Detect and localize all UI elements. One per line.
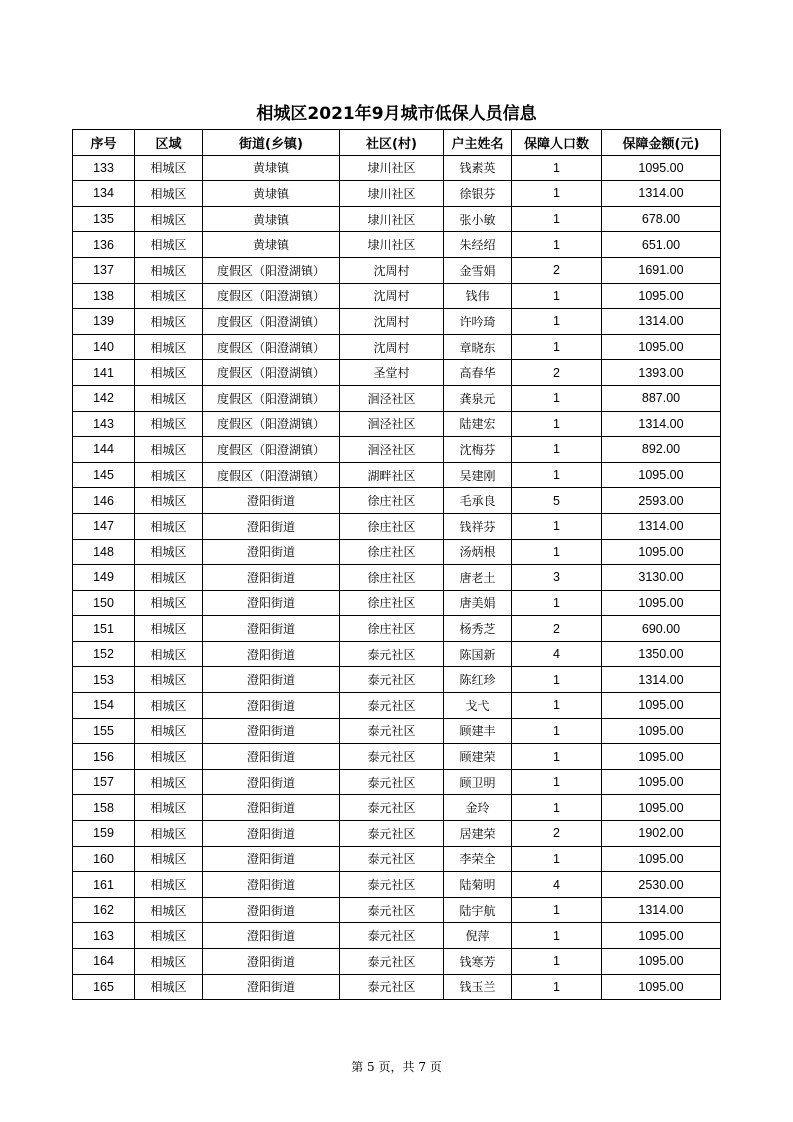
cell-street: 度假区（阳澄湖镇） <box>203 283 340 309</box>
cell-householder: 毛承良 <box>444 488 512 514</box>
cell-street: 度假区（阳澄湖镇） <box>203 309 340 335</box>
cell-street: 度假区（阳澄湖镇） <box>203 334 340 360</box>
cell-community: 徐庄社区 <box>340 565 444 591</box>
page-title: 相城区2021年9月城市低保人员信息 <box>256 104 537 124</box>
table-row <box>73 974 721 1000</box>
cell-persons: 1 <box>512 539 602 565</box>
cell-street: 度假区（阳澄湖镇） <box>203 360 340 386</box>
col-header-persons: 保障人口数 <box>512 130 602 156</box>
cell-householder: 戈弋 <box>444 693 512 719</box>
cell-community: 徐庄社区 <box>340 590 444 616</box>
cell-persons: 1 <box>512 411 602 437</box>
cell-amount: 1095.00 <box>602 539 721 565</box>
cell-persons: 1 <box>512 437 602 463</box>
cell-amount: 1350.00 <box>602 641 721 667</box>
cell-district: 相城区 <box>135 334 203 360</box>
cell-district: 相城区 <box>135 360 203 386</box>
cell-householder: 吴建刚 <box>444 462 512 488</box>
cell-community: 泰元社区 <box>340 897 444 923</box>
table-row <box>73 334 721 360</box>
cell-index: 160 <box>73 846 135 872</box>
table-row <box>73 411 721 437</box>
cell-persons: 2 <box>512 257 602 283</box>
cell-amount: 2593.00 <box>602 488 721 514</box>
cell-street: 澄阳街道 <box>203 923 340 949</box>
cell-district: 相城区 <box>135 821 203 847</box>
table-row <box>73 539 721 565</box>
cell-street: 度假区（阳澄湖镇） <box>203 411 340 437</box>
cell-district: 相城区 <box>135 923 203 949</box>
cell-district: 相城区 <box>135 616 203 642</box>
cell-amount: 1095.00 <box>602 718 721 744</box>
cell-community: 埭川社区 <box>340 155 444 181</box>
table-row <box>73 949 721 975</box>
cell-amount: 1095.00 <box>602 462 721 488</box>
cell-community: 洄泾社区 <box>340 437 444 463</box>
col-header-index: 序号 <box>73 130 135 156</box>
table-row <box>73 283 721 309</box>
cell-index: 134 <box>73 181 135 207</box>
table-row <box>73 693 721 719</box>
cell-community: 圣堂村 <box>340 360 444 386</box>
table-row <box>73 795 721 821</box>
cell-householder: 李荣全 <box>444 846 512 872</box>
cell-persons: 1 <box>512 283 602 309</box>
table-row <box>73 769 721 795</box>
page-footer: 第 5 页，共 7 页 <box>351 1060 442 1074</box>
cell-index: 149 <box>73 565 135 591</box>
cell-householder: 钱伟 <box>444 283 512 309</box>
cell-persons: 1 <box>512 590 602 616</box>
cell-community: 泰元社区 <box>340 718 444 744</box>
cell-community: 徐庄社区 <box>340 513 444 539</box>
cell-district: 相城区 <box>135 846 203 872</box>
cell-index: 136 <box>73 232 135 258</box>
cell-amount: 1095.00 <box>602 693 721 719</box>
cell-district: 相城区 <box>135 232 203 258</box>
cell-community: 沈周村 <box>340 257 444 283</box>
cell-amount: 651.00 <box>602 232 721 258</box>
data-table <box>72 129 721 1000</box>
cell-persons: 1 <box>512 974 602 1000</box>
table-row <box>73 667 721 693</box>
cell-householder: 陈国新 <box>444 641 512 667</box>
table-row <box>73 565 721 591</box>
cell-street: 澄阳街道 <box>203 821 340 847</box>
cell-amount: 1314.00 <box>602 411 721 437</box>
cell-index: 163 <box>73 923 135 949</box>
cell-street: 度假区（阳澄湖镇） <box>203 437 340 463</box>
cell-householder: 陆菊明 <box>444 872 512 898</box>
col-header-amount: 保障金额(元) <box>602 130 721 156</box>
cell-amount: 1095.00 <box>602 795 721 821</box>
cell-persons: 5 <box>512 488 602 514</box>
cell-index: 141 <box>73 360 135 386</box>
cell-householder: 杨秀芝 <box>444 616 512 642</box>
cell-persons: 1 <box>512 206 602 232</box>
cell-householder: 龚泉元 <box>444 385 512 411</box>
cell-householder: 陈红珍 <box>444 667 512 693</box>
cell-street: 澄阳街道 <box>203 795 340 821</box>
cell-district: 相城区 <box>135 641 203 667</box>
cell-amount: 1393.00 <box>602 360 721 386</box>
table-row <box>73 513 721 539</box>
cell-householder: 高春华 <box>444 360 512 386</box>
cell-householder: 沈梅芬 <box>444 437 512 463</box>
cell-index: 146 <box>73 488 135 514</box>
cell-persons: 4 <box>512 872 602 898</box>
cell-householder: 顾卫明 <box>444 769 512 795</box>
table-row <box>73 641 721 667</box>
cell-persons: 1 <box>512 795 602 821</box>
cell-community: 泰元社区 <box>340 769 444 795</box>
cell-street: 澄阳街道 <box>203 590 340 616</box>
cell-street: 澄阳街道 <box>203 744 340 770</box>
cell-street: 澄阳街道 <box>203 488 340 514</box>
cell-persons: 2 <box>512 360 602 386</box>
cell-index: 157 <box>73 769 135 795</box>
col-header-community: 社区(村) <box>340 130 444 156</box>
cell-persons: 1 <box>512 513 602 539</box>
cell-index: 152 <box>73 641 135 667</box>
cell-district: 相城区 <box>135 283 203 309</box>
cell-householder: 金雪娟 <box>444 257 512 283</box>
cell-street: 黄埭镇 <box>203 155 340 181</box>
cell-district: 相城区 <box>135 462 203 488</box>
cell-householder: 唐美娟 <box>444 590 512 616</box>
cell-index: 144 <box>73 437 135 463</box>
table-row <box>73 385 721 411</box>
cell-amount: 3130.00 <box>602 565 721 591</box>
cell-amount: 1095.00 <box>602 590 721 616</box>
table-row <box>73 821 721 847</box>
cell-street: 澄阳街道 <box>203 693 340 719</box>
cell-persons: 1 <box>512 385 602 411</box>
cell-index: 155 <box>73 718 135 744</box>
cell-index: 147 <box>73 513 135 539</box>
col-header-householder: 户主姓名 <box>444 130 512 156</box>
cell-street: 澄阳街道 <box>203 897 340 923</box>
cell-persons: 4 <box>512 641 602 667</box>
cell-index: 154 <box>73 693 135 719</box>
cell-persons: 1 <box>512 923 602 949</box>
cell-index: 143 <box>73 411 135 437</box>
cell-street: 澄阳街道 <box>203 539 340 565</box>
cell-district: 相城区 <box>135 411 203 437</box>
cell-householder: 唐老土 <box>444 565 512 591</box>
table-row <box>73 897 721 923</box>
cell-community: 泰元社区 <box>340 667 444 693</box>
cell-persons: 1 <box>512 667 602 693</box>
cell-index: 145 <box>73 462 135 488</box>
cell-persons: 1 <box>512 718 602 744</box>
col-header-district: 区域 <box>135 130 203 156</box>
cell-amount: 887.00 <box>602 385 721 411</box>
table-row <box>73 462 721 488</box>
cell-community: 埭川社区 <box>340 181 444 207</box>
cell-amount: 1095.00 <box>602 846 721 872</box>
cell-persons: 1 <box>512 846 602 872</box>
cell-district: 相城区 <box>135 206 203 232</box>
cell-persons: 1 <box>512 309 602 335</box>
cell-amount: 1095.00 <box>602 334 721 360</box>
cell-index: 156 <box>73 744 135 770</box>
cell-persons: 1 <box>512 462 602 488</box>
cell-persons: 1 <box>512 155 602 181</box>
cell-index: 161 <box>73 872 135 898</box>
table-row <box>73 309 721 335</box>
cell-householder: 陆建宏 <box>444 411 512 437</box>
cell-street: 澄阳街道 <box>203 769 340 795</box>
cell-amount: 1314.00 <box>602 897 721 923</box>
cell-district: 相城区 <box>135 897 203 923</box>
cell-householder: 钱寒芳 <box>444 949 512 975</box>
cell-community: 泰元社区 <box>340 846 444 872</box>
cell-index: 133 <box>73 155 135 181</box>
cell-community: 沈周村 <box>340 283 444 309</box>
cell-amount: 1095.00 <box>602 923 721 949</box>
cell-street: 黄埭镇 <box>203 206 340 232</box>
cell-community: 徐庄社区 <box>340 539 444 565</box>
cell-householder: 许吟琦 <box>444 309 512 335</box>
cell-district: 相城区 <box>135 769 203 795</box>
cell-amount: 678.00 <box>602 206 721 232</box>
cell-community: 泰元社区 <box>340 974 444 1000</box>
table-row <box>73 488 721 514</box>
cell-district: 相城区 <box>135 565 203 591</box>
cell-index: 139 <box>73 309 135 335</box>
cell-community: 湖畔社区 <box>340 462 444 488</box>
cell-amount: 1314.00 <box>602 181 721 207</box>
cell-amount: 1095.00 <box>602 155 721 181</box>
cell-street: 澄阳街道 <box>203 974 340 1000</box>
cell-district: 相城区 <box>135 513 203 539</box>
cell-amount: 1902.00 <box>602 821 721 847</box>
cell-index: 153 <box>73 667 135 693</box>
cell-householder: 金玲 <box>444 795 512 821</box>
cell-community: 洄泾社区 <box>340 385 444 411</box>
cell-amount: 690.00 <box>602 616 721 642</box>
table-row <box>73 155 721 181</box>
table-row <box>73 718 721 744</box>
cell-district: 相城区 <box>135 872 203 898</box>
col-header-street: 街道(乡镇) <box>203 130 340 156</box>
cell-persons: 2 <box>512 616 602 642</box>
cell-community: 泰元社区 <box>340 872 444 898</box>
cell-householder: 钱玉兰 <box>444 974 512 1000</box>
cell-householder: 徐银芬 <box>444 181 512 207</box>
cell-district: 相城区 <box>135 590 203 616</box>
cell-householder: 钱素英 <box>444 155 512 181</box>
table-row <box>73 437 721 463</box>
cell-community: 埭川社区 <box>340 232 444 258</box>
cell-street: 澄阳街道 <box>203 718 340 744</box>
cell-index: 137 <box>73 257 135 283</box>
cell-community: 泰元社区 <box>340 795 444 821</box>
cell-community: 泰元社区 <box>340 744 444 770</box>
cell-street: 度假区（阳澄湖镇） <box>203 462 340 488</box>
cell-index: 164 <box>73 949 135 975</box>
cell-district: 相城区 <box>135 693 203 719</box>
cell-district: 相城区 <box>135 309 203 335</box>
cell-amount: 1095.00 <box>602 949 721 975</box>
cell-amount: 1691.00 <box>602 257 721 283</box>
cell-district: 相城区 <box>135 437 203 463</box>
cell-amount: 1095.00 <box>602 974 721 1000</box>
cell-street: 澄阳街道 <box>203 846 340 872</box>
cell-index: 148 <box>73 539 135 565</box>
cell-index: 159 <box>73 821 135 847</box>
cell-householder: 钱祥芬 <box>444 513 512 539</box>
cell-community: 洄泾社区 <box>340 411 444 437</box>
cell-householder: 倪萍 <box>444 923 512 949</box>
cell-persons: 1 <box>512 744 602 770</box>
cell-community: 泰元社区 <box>340 821 444 847</box>
cell-street: 澄阳街道 <box>203 565 340 591</box>
cell-district: 相城区 <box>135 949 203 975</box>
cell-persons: 1 <box>512 949 602 975</box>
cell-householder: 居建荣 <box>444 821 512 847</box>
cell-district: 相城区 <box>135 488 203 514</box>
cell-index: 138 <box>73 283 135 309</box>
cell-street: 澄阳街道 <box>203 513 340 539</box>
cell-persons: 1 <box>512 897 602 923</box>
cell-community: 沈周村 <box>340 334 444 360</box>
cell-community: 徐庄社区 <box>340 488 444 514</box>
cell-district: 相城区 <box>135 539 203 565</box>
table-row <box>73 846 721 872</box>
cell-householder: 顾建荣 <box>444 744 512 770</box>
cell-householder: 张小敏 <box>444 206 512 232</box>
table-row <box>73 872 721 898</box>
table-row <box>73 360 721 386</box>
cell-index: 162 <box>73 897 135 923</box>
table-row <box>73 923 721 949</box>
cell-householder: 顾建丰 <box>444 718 512 744</box>
table-header-row <box>73 130 721 156</box>
cell-amount: 892.00 <box>602 437 721 463</box>
cell-householder: 陆宇航 <box>444 897 512 923</box>
cell-index: 150 <box>73 590 135 616</box>
table-row <box>73 181 721 207</box>
cell-index: 158 <box>73 795 135 821</box>
cell-street: 澄阳街道 <box>203 949 340 975</box>
table-row <box>73 590 721 616</box>
cell-street: 澄阳街道 <box>203 616 340 642</box>
cell-persons: 3 <box>512 565 602 591</box>
cell-district: 相城区 <box>135 667 203 693</box>
cell-amount: 1314.00 <box>602 667 721 693</box>
table-row <box>73 616 721 642</box>
cell-community: 泰元社区 <box>340 923 444 949</box>
cell-community: 泰元社区 <box>340 949 444 975</box>
cell-householder: 汤炳根 <box>444 539 512 565</box>
cell-index: 165 <box>73 974 135 1000</box>
cell-amount: 1095.00 <box>602 283 721 309</box>
cell-householder: 朱经绍 <box>444 232 512 258</box>
cell-community: 徐庄社区 <box>340 616 444 642</box>
cell-amount: 1314.00 <box>602 513 721 539</box>
cell-street: 黄埭镇 <box>203 181 340 207</box>
cell-amount: 1095.00 <box>602 744 721 770</box>
cell-district: 相城区 <box>135 181 203 207</box>
cell-district: 相城区 <box>135 974 203 1000</box>
cell-street: 澄阳街道 <box>203 872 340 898</box>
cell-index: 151 <box>73 616 135 642</box>
cell-amount: 2530.00 <box>602 872 721 898</box>
cell-district: 相城区 <box>135 718 203 744</box>
cell-district: 相城区 <box>135 795 203 821</box>
table-row <box>73 206 721 232</box>
cell-persons: 2 <box>512 821 602 847</box>
cell-persons: 1 <box>512 693 602 719</box>
cell-community: 泰元社区 <box>340 641 444 667</box>
cell-householder: 章晓东 <box>444 334 512 360</box>
cell-district: 相城区 <box>135 257 203 283</box>
cell-community: 泰元社区 <box>340 693 444 719</box>
cell-district: 相城区 <box>135 744 203 770</box>
cell-index: 142 <box>73 385 135 411</box>
table-row <box>73 232 721 258</box>
cell-community: 埭川社区 <box>340 206 444 232</box>
cell-street: 度假区（阳澄湖镇） <box>203 385 340 411</box>
table-row <box>73 257 721 283</box>
cell-persons: 1 <box>512 232 602 258</box>
cell-street: 黄埭镇 <box>203 232 340 258</box>
cell-amount: 1095.00 <box>602 769 721 795</box>
cell-community: 沈周村 <box>340 309 444 335</box>
cell-street: 澄阳街道 <box>203 667 340 693</box>
cell-street: 度假区（阳澄湖镇） <box>203 257 340 283</box>
cell-persons: 1 <box>512 769 602 795</box>
table-row <box>73 744 721 770</box>
cell-amount: 1314.00 <box>602 309 721 335</box>
cell-index: 135 <box>73 206 135 232</box>
cell-index: 140 <box>73 334 135 360</box>
cell-persons: 1 <box>512 334 602 360</box>
cell-street: 澄阳街道 <box>203 641 340 667</box>
cell-district: 相城区 <box>135 385 203 411</box>
cell-persons: 1 <box>512 181 602 207</box>
cell-district: 相城区 <box>135 155 203 181</box>
